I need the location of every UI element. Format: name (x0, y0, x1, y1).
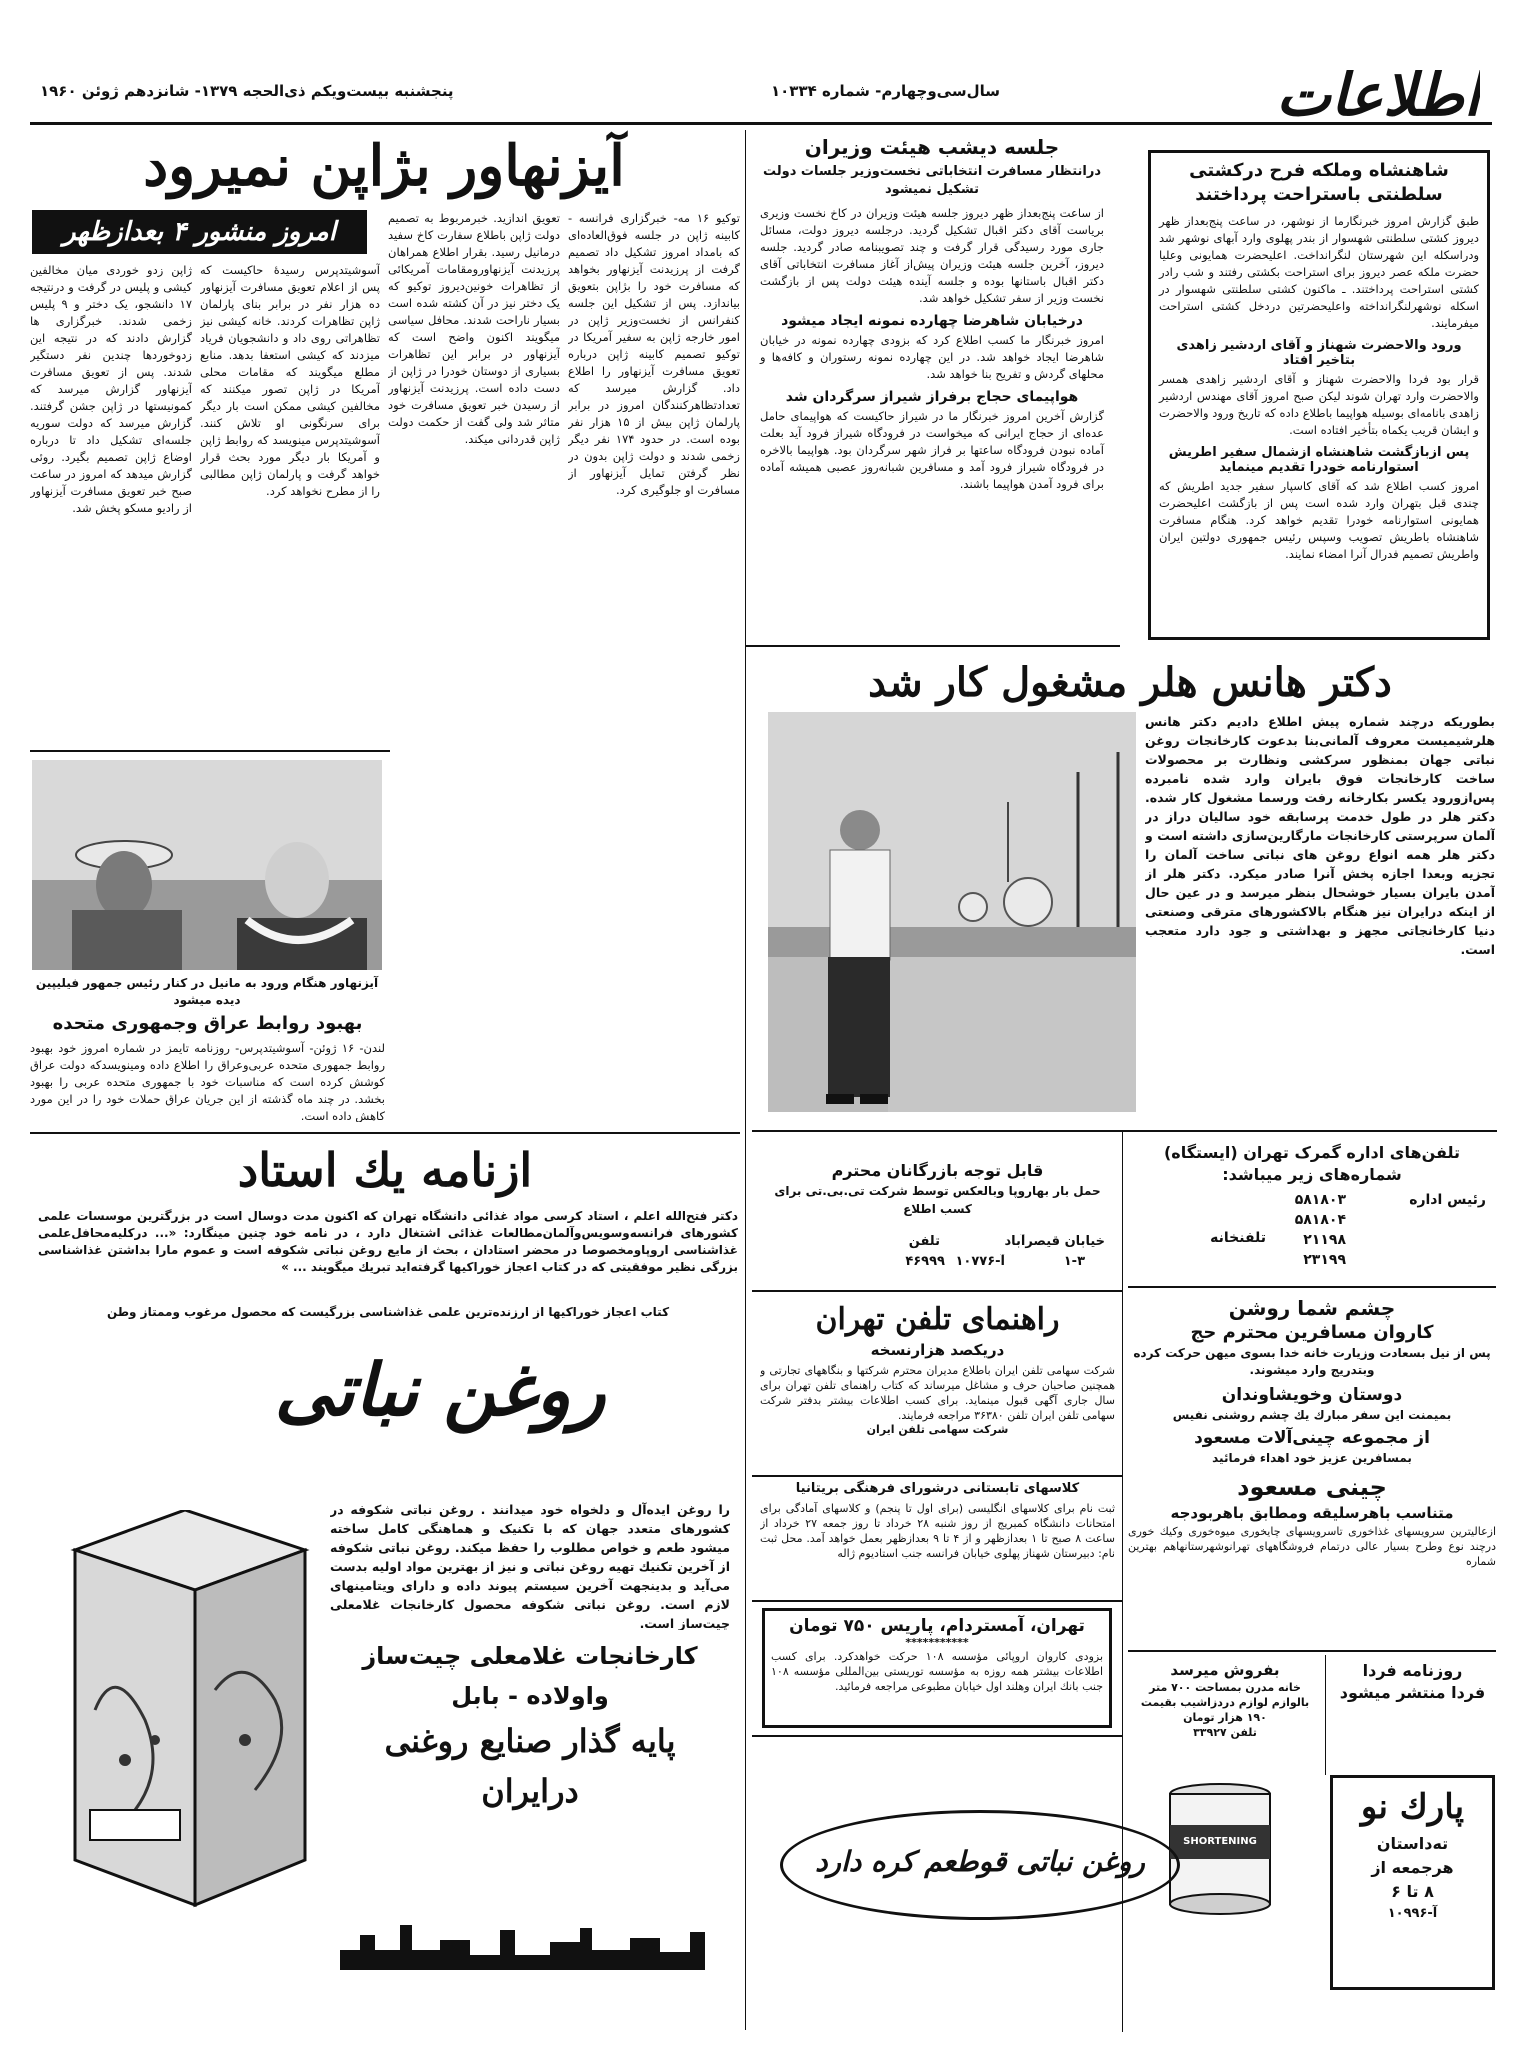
upper-section-rule (30, 1132, 740, 1134)
sale-phone: تلفن ۳۳۹۲۷ (1193, 1726, 1257, 1739)
traders-addr: خیابان قیصرآباد (1004, 1234, 1105, 1249)
shokoufeh-can-art (55, 1510, 315, 1910)
shokoufeh-tagline2: درایران (481, 1772, 579, 1810)
phonebook-subhead: دریکصد هزارنسخه (870, 1341, 1005, 1359)
cabinet-story (752, 128, 1112, 638)
flight-headline: تهران، آمستردام، پاریس ۷۵۰ تومان (789, 1616, 1085, 1636)
hellner-body: بطوریکه درچند شماره پیش اطلاع دادیم دکتر هانس هلرشیمیست معروف آلمانی‌بنا بدعوت کارخانجات روغن نباتی جهان بمنظور سرکشی ونظارت بر محصولات ساخت کارخانجات فوق بایران وارد شده نامبرده پس‌ازورود یکسر بکارخانه رفت ورسما مشغول کار شده. دکتر هلر در طول خدمت پرسابقه خود سالیان دراز در آلمان سرپرستی کارخانجات مارگارین‌سازی داشته است و دکتر هلر همه انواع روغن های نباتی ساخت آلمان را تجزیه وبعدا اجازه پخش آنرا صادر میکرد. دکتر هلر از آمدن بایران بسیار خوشحال بنظر میرسد و در عین حال از اینکه درایران نیز هنگام بالاکشورهای مترقی وصنعتی دنیا کارخانجاتی مجهز و بهداشتی و جود دارد متعجب است. (1145, 714, 1495, 957)
eisenhower-col1: توکیو ۱۶ مه- خبرگزاری فرانسه - کابینه ژاپن در جلسه فوق‌العاده‌ای که بامداد امروز تشکیل داد تصمیم گرفت از پرزیدنت آیزنهاور بخواهد که مسافرت خود را بژاپن بتعویق بیاندازد. پس از تشکیل این جلسه کنفرانس از نخست‌وزیر ژاپن در امور خارجه ژاپن به سفیر آمریکا در توکیو تصمیم کابینه ژاپن درباره تعویق مسافرت آیزنهاور را اطلاع داد. گزارش میرسد که تعدادتظاهرکنندگان امروز در برابر پارلمان ژاپن بیش از ۱۵ هزار نفر بوده است. در حدود ۱۷۴ نفر دیگر زخمی شدند و دولت ژاپن بدون در نظر گرفتن تمایل آیزنهاور از مسافرت او جلوگیری کرد. (568, 211, 740, 497)
hajj-headline2: کاروان مسافرین محترم حج (1190, 1322, 1434, 1343)
shah-story-body2: قرار بود فردا والاحضرت شهناز و آقای اردشیر زاهدی همسر والاحضرت وارد تهران شوند لیکن صبح امروز آقای مهندس اردشیر زاهدی بانامه‌ای بوسیله هواپیما باطلاع داده که تاریخ ورود والاحضرت و ایشان قریب یکماه بتأخیر افتاده است. (1159, 372, 1479, 437)
hellner-photo-art (768, 712, 1136, 1112)
shah-story-body3: امروز کسب اطلاع شد که آقای کاسپار سفیر جدید اطریش که چندی قبل بتهران وارد شده است پس از بازگشت اعلیحضرت همایونی استوارنامه خودرا تقدیم خواهد کرد. هنگام مسافرت شاهنشاه باطریش تصویب وسپس رئیس جمهوری دولتین ایران واطریش تصمیم فدرال آنرا امضاء نمایند. (1159, 479, 1479, 561)
iraq-body: لندن- ۱۶ ژوئن- آسوشیتدپرس- روزنامه تایمز در شماره امروز خود بهبود روابط جمهوری متحده عربی‌وعراق را اطلاع داده ومینویسدکه دولت عراق کوشش کرده است که مناسبات خود با جمهوری متحده عربی را بهبود بخشد. در چند ماه گذشته از این جریان عراق حملات خود را در این مورد کاهش داده است. (30, 1041, 385, 1122)
flight-notice (762, 1608, 1112, 1728)
hajj-sub2: از مجموعه چینی‌آلات مسعود (1194, 1428, 1430, 1448)
british-headline: کلاسهای تابستانی درشورای فرهنگی بریتانیا (795, 1481, 1080, 1496)
phonebook-rule (752, 1475, 1122, 1477)
sale-notice (1130, 1660, 1320, 1760)
eisenhower-col3: آسوشیتدپرس رسیدهٔ حاکیست که پس از اعلام تعویق مسافرت آیزنهاور ده هزار نفر در برابر بنای پارلمان ژاپن تظاهرات کردند. خانه کیشی نیز تظاهراتی روی داد و دانشجویان فریاد میزدند که کیشی استعفا بدهد. منابع مطلع میگویند که مقامات محلی آمریکا در ژاپن تصور میکنند که مخالفین کیشی ممکن است بار دیگر برای سرنگونی او تلاش کنند. آسوشیتدپرس مینویسد که روابط ژاپن و آمریکا بار دیگر مورد بحث قرار خواهد گرفت و پارلمان ژاپن مطالبی را از مطرح نخواهد کرد. (200, 263, 380, 498)
hajj-body2: بمیمنت این سفر مبارك یك چشم روشنی نفیس (1172, 1408, 1452, 1422)
hajj-body: پس از نیل بسعادت وزیارت خانه خدا بسوی میهن حرکت کرده وبتدریج وارد میشوند. (1133, 1346, 1491, 1377)
traders-phone-label: تلفن (908, 1234, 940, 1249)
hajj-body3: بمسافرین عزیز خود اهداء فرمائید (1212, 1451, 1412, 1465)
phonebook-body: شرکت سهامی تلفن ایران باطلاع مدیران محترم شرکتها و بنگاههای تجارتی و همچنین صاحبان حرف و مشاغل میرساند که کتاب راهنمای تلفن تهران برای سال جاری آگهی قبول مینماید. برای کسب اطلاعات بیشتر بدفتر شرکت سهامی تلفن ایران تلفن ۳۶۳۸۰ مراجعه فرمایند. (760, 1364, 1115, 1422)
shokoufeh-brand: روغن نباتی (274, 1347, 606, 1432)
tomorrow-body: فردا منتشر میشود (1339, 1683, 1486, 1702)
tomorrow-headline: روزنامه فردا (1362, 1661, 1463, 1680)
customs-headline: تلفن‌های اداره گمرک تهران (ایستگاه) (1163, 1143, 1461, 1162)
park-notice (1330, 1775, 1495, 1990)
letter-headline: ازنامه یك استاد (237, 1143, 533, 1197)
hajj-sub1: دوستان وخویشاوندان (1221, 1385, 1403, 1405)
hajj-body4: ازعالیترین سرویسهای غذاخوری تاسرویسهای چایخوری میوه‌خوری وکیك خوری درچند نوع وطرح بسیار عالی درتمام فروشگاههای تهرانوشهرستانهاهم بهترین شماره (1128, 1525, 1496, 1568)
shah-story-sub2: پس ازبازگشت شاهنشاه ازشمال سفیر اطریش استوارنامه خودرا تقدیم مینماید (1168, 445, 1470, 475)
customs-notice (1128, 1142, 1496, 1282)
shah-story-body: طبق گزارش امروز خبرنگارما از نوشهر، در ساعت پنج‌بعداز ظهر دیروز کشتی سلطنتی شهسوار از بندر پهلوی وارد آبهای نوشهر شد ودراسکله این شهرستان لنگرانداخت. اعلیحضرت همایونی وعلیا حضرت ملکه عصر دیروز برای استراحت بکشتی رفتند و شب رادر کشتی استراحت پرداختند. ـ ماکنون کشتی سلطنتی شهسوار در اسکله نوشهرلنگرانداخته واعلیحضرتین دردخل کشتی استراحت میفرمایند. (1159, 214, 1479, 330)
oil-slogan: روغن نباتی قوطعم کره دارد (815, 1845, 1145, 1878)
hellner-photo (768, 712, 1136, 1112)
cabinet-headline: جلسه دیشب هیئت وزیران (804, 135, 1060, 159)
traders-body: حمل بار بهاروپا وبالعکس توسط شرکت تی.بی.تی برای کسب اطلاع (774, 1184, 1101, 1216)
cabinet-body: از ساعت پنج‌بعداز ظهر دیروز جلسه هیئت وزیران در کاخ نخست وزیری بریاست آقای دکتر اقبال تشکیل گردید. درجلسه دیروز دولت، مسائل جاری مورد رسیدگی قرار گرفت و چند تصویبنامه صادر گردید. جلسه دیروز، آخرین جلسه هیئت وزیران پیش‌از آغاز مسافرت انتخاباتی آقای دکتر اقبال باستانها بوده و جلسه آینده هیئت دولت پس از بازگشت نخست وزیر از سفر تشکیل خواهد شد. (760, 206, 1104, 305)
cabinet-bottom-rule (745, 645, 1120, 647)
park-code: آ-۱۰۹۹۶ (1387, 1906, 1438, 1921)
newspaper-logo: اطلاعات (1276, 61, 1480, 129)
eisenhower-photo (32, 760, 382, 970)
issue-date: پنجشنبه بیست‌ویکم ذی‌الحجه ۱۳۷۹- شانزدهم ژوئن ۱۹۶۰ (40, 82, 454, 100)
hajj-rule (1128, 1650, 1496, 1652)
traders-phone: ۴۶۹۹۹ (905, 1254, 945, 1269)
customs-r1-label: رئیس اداره (1409, 1192, 1486, 1208)
masthead-rule (30, 122, 1492, 125)
shah-story-sub1: ورود والاحضرت شهناز و آقای اردشیر زاهدی بتاخیر افتاد (1176, 338, 1462, 368)
skyline-art (340, 1920, 720, 1970)
eisenhower-photo-art (32, 760, 382, 970)
hellner-headline: دکتر هانس هلر مشغول کار شد (868, 659, 1392, 706)
traders-code1: ۱-۳ (1063, 1254, 1085, 1269)
flight-body: بزودی کاروان اروپائی مؤسسه ۱۰۸ حرکت خواهدکرد. برای کسب اطلاعات بیشتر همه روزه به مؤسسه توریستی بین‌المللی مؤسسه ۱۰۸ جنب بانك ایران وهلند اول خیابان مطبوعی مراجعه فرمائید. (771, 1650, 1104, 1693)
customs-subhead: شماره‌های زیر میباشد: (1222, 1165, 1402, 1184)
cabinet-body2: امروز خبرنگار ما کسب اطلاع کرد که بزودی چهارده نمونه در خیابان شاهرضا ایجاد خواهد شد. در این چهارده نمونه رستوران و کافه‌ها و محلهای گردش و تفریح بنا خواهد شد. (760, 333, 1104, 381)
eisenhower-banner: امروز منشور ۴ بعدازظهر (32, 210, 367, 254)
hajj-brand: چینی مسعود (1237, 1473, 1387, 1501)
shokoufeh-maker: کارخانجات غلامعلی چیت‌ساز (362, 1642, 698, 1670)
eisenhower-col4: ژاپن زدو خوردی میان مخالفین کیشی و پلیس در گرفت و درنتیجه ۱۷ دانشجو، یک دختر و ۹ پلیس زخمی شدند. خبرگزاری ها گزارش دادند که در نتیجه این زدوخوردها چندین نفر دستگیر شدند. پس از تعویق مسافرت آیزنهاور گزارش میرسد که کمونیستها در ژاپن جشن گرفتند. گزارش میرسد که دولت سوریه جلسه‌ای تشکیل داد تا درباره اوضاع ژاپن تصمیم بگیرد. روئی گزارش میدهد که امروز در ساعت صبح خبر تعویق مسافرت آیزنهاور از رادیو مسکو پخش شد. (30, 263, 192, 515)
park-headline: پارك نو (1360, 1787, 1465, 1827)
sale-body: خانه مدرن بمساحت ۷۰۰ متر بالوازم لوازم دردزاشیب بقیمت ۱۹۰ هزار تومان (1140, 1681, 1310, 1724)
customs-r2-num: ۵۸۱۸۰۴ (1294, 1212, 1346, 1228)
flight-rule (752, 1735, 1122, 1737)
oil-can-label: SHORTENING (1183, 1836, 1257, 1847)
park-line3: ۸ تا ۶ (1391, 1882, 1434, 1901)
eisenhower-headline: آیزنهاور بژاپن نمیرود (143, 133, 625, 199)
shah-story-headline: شاهنشاه وملکه فرح درکشتی سلطنتی باستراحت پرداختند (1189, 160, 1449, 205)
eisenhower-photo-caption: آیزنهاور هنگام ورود به مانیل در کنار رئیس جمهور فیلیپین دیده میشود (35, 976, 379, 1007)
shokoufeh-skyline (340, 1920, 720, 1970)
iraq-story (30, 1012, 385, 1122)
shah-story (1148, 150, 1490, 640)
hellner-bottom-rule (752, 1130, 1497, 1132)
british-notice (760, 1480, 1115, 1595)
shokoufeh-can (55, 1510, 315, 1910)
eisenhower-col2: تعویق اندازید. خبرمربوط به تصمیم دولت ژاپن باطلاع سفارت کاخ سفید درمانیل رسید. بقرار اطلاع همراهان پرزیدنت آیزنهاورومقامات آمریکائی از تظاهرات خونین‌دیروز توکیو که یک دختر نیز در آن کشته شده است بسیار ناراحت شدند. محافل سیاسی میگویند اکنون واضح است که آیزنهاور در برابر این تظاهرات بسیاری از دوستان خودرا در ژاپن از دست داده است. پرزیدنت آیزنهاور از رسیدن خبر تعویق مسافرت خود متاثر شد ولی گفت از حکمت دولت ژاپن قدردانی میکند. (388, 211, 560, 446)
cabinet-subhead: درانتظار مسافرت انتخاباتی نخست‌وزیر جلسات دولت تشکیل نمیشود (763, 164, 1101, 197)
hajj-headline1: چشم شما روشن (1228, 1296, 1396, 1320)
traders-notice (760, 1160, 1115, 1310)
flight-stars: *********** (905, 1636, 969, 1649)
shokoufeh-text: را روغن ایده‌آل و دلخواه خود میدانند . روغن نباتی شکوفه در کشورهای متعدد جهان که با تکنیک و هماهنگی کامل ساخته میشود طعم و خواص مطلوب را حفظ میکند. روغن نباتی شکوفه از آخرین تکنیك تهیه روغن نباتی و نیز از بهترین مواد اولیه بدست می‌آید و بدینجهت آخرین سیستم پیوند داده و دارای ویتامینهای لازم است. روغن نباتی شکوفه محصول کارخانجات غلامعلی چیت‌ساز است. (330, 1502, 730, 1630)
shokoufeh-tagline1: پایه گذار صنایع روغنی (384, 1722, 676, 1760)
column-rule-1 (745, 130, 746, 690)
traders-headline: قابل توجه بازرگانان محترم (831, 1161, 1044, 1180)
letter-footer: کتاب اعجاز خوراکیها از ارزنده‌ترین علمی غذاشناسی بزرگیست که محصول مرغوب وممتاز وطن (106, 1305, 670, 1319)
traders-rule (752, 1290, 1122, 1292)
iraq-headline: بهبود روابط عراق وجمهوری متحده (52, 1013, 363, 1034)
hajj-notice (1128, 1295, 1496, 1645)
cabinet-sub2: هواپیمای حجاج برفراز شیراز سرگردان شد (785, 389, 1079, 405)
british-rule (752, 1600, 1122, 1602)
british-body: ثبت نام برای کلاسهای انگلیسی (برای اول تا پنجم) و کلاسهای آمادگی برای امتحانات دانشگاه کمبریج از روز شنبه ۲۸ خرداد تا روز جمعه ۲۷ خرداد از ساعت ۸ صبح تا ۱ بعدازظهر و از ۴ تا ۹ بعدازظهر بعمل خواهد آمد. محل ثبت نام: دبیرستان شهناز پهلوی خیابان فرانسه جنب استادیوم ژاله (760, 1502, 1115, 1560)
customs-r4-num: ۲۳۱۹۹ (1303, 1252, 1346, 1268)
sale-headline: بفروش میرسد (1170, 1661, 1280, 1679)
customs-r1-num: ۵۸۱۸۰۳ (1294, 1192, 1346, 1208)
customs-r2-label: تلفنخانه (1210, 1230, 1266, 1246)
notice-divider (1325, 1655, 1326, 1775)
shokoufeh-sons: واولاده - بابل (451, 1682, 609, 1710)
customs-r3-num: ۲۱۱۹۸ (1303, 1232, 1346, 1248)
phonebook-notice (760, 1300, 1115, 1470)
customs-rule (1128, 1286, 1496, 1288)
park-line1: ته‌داستان (1376, 1834, 1449, 1853)
cabinet-body3: گزارش آخرین امروز خبرنگار ما در شیراز حاکیست که هواپیمای حامل عده‌ای از حجاج ایرانی که میخواست در فرودگاه شیراز فرود آید بعلت آماده نبودن فرودگاه ساعتها بر فراز شهر سرگردان بود. هواپیما بالاخره در فرودگاه شیراز فرود آمد و مسافرین شبانه‌روز عصبی همیشه آماده برای فرود آمدن هواپیما باشند. (760, 409, 1104, 491)
issue-number: سال‌سی‌وچهارم- شماره ۱۰۳۳۴ (770, 82, 1000, 100)
phonebook-headline: راهنمای تلفن تهران (815, 1302, 1060, 1337)
masthead (20, 60, 1500, 130)
eisenhower-bottom-rule (30, 750, 390, 752)
hajj-slogan: متناسب باهرسلیقه ومطابق باهربودجه (1170, 1504, 1454, 1522)
letter-body: دکتر فتح‌الله اعلم ، استاد کرسی مواد غذائی دانشگاه تهران که اکنون مدت دوسال است در بزرگترین موسسات علمی کشورهای فرانسه‌وسویس‌وآلمان‌مطالعات غذائی اشتغال دارد ، در نامه خود چنین مینگارد: «... درکلیه‌محافل‌علمی غذاشناسی اروپاومخصوصا در محضر استادان ، بحث از مایع روغن نباتی شکوفه است و عموم مارا بداشتن غذاشناسی بزرگی نظیر موفقیتی که در کتاب اعجاز خوراکیها گرفته‌اید تبریك میگویند ... » (38, 1209, 738, 1274)
park-line2: هرجمعه از (1371, 1858, 1454, 1877)
tomorrow-notice (1330, 1660, 1495, 1730)
traders-code2: آ-۱۰۷۷۶ (955, 1254, 1005, 1269)
oil-notice (760, 1760, 1320, 1990)
phonebook-footer: شرکت سهامی تلفن ایران (866, 1423, 1009, 1436)
cabinet-sub1: درخیابان شاهرضا چهارده نمونه ایجاد میشود (781, 313, 1083, 329)
column-rule-center (745, 690, 746, 2030)
